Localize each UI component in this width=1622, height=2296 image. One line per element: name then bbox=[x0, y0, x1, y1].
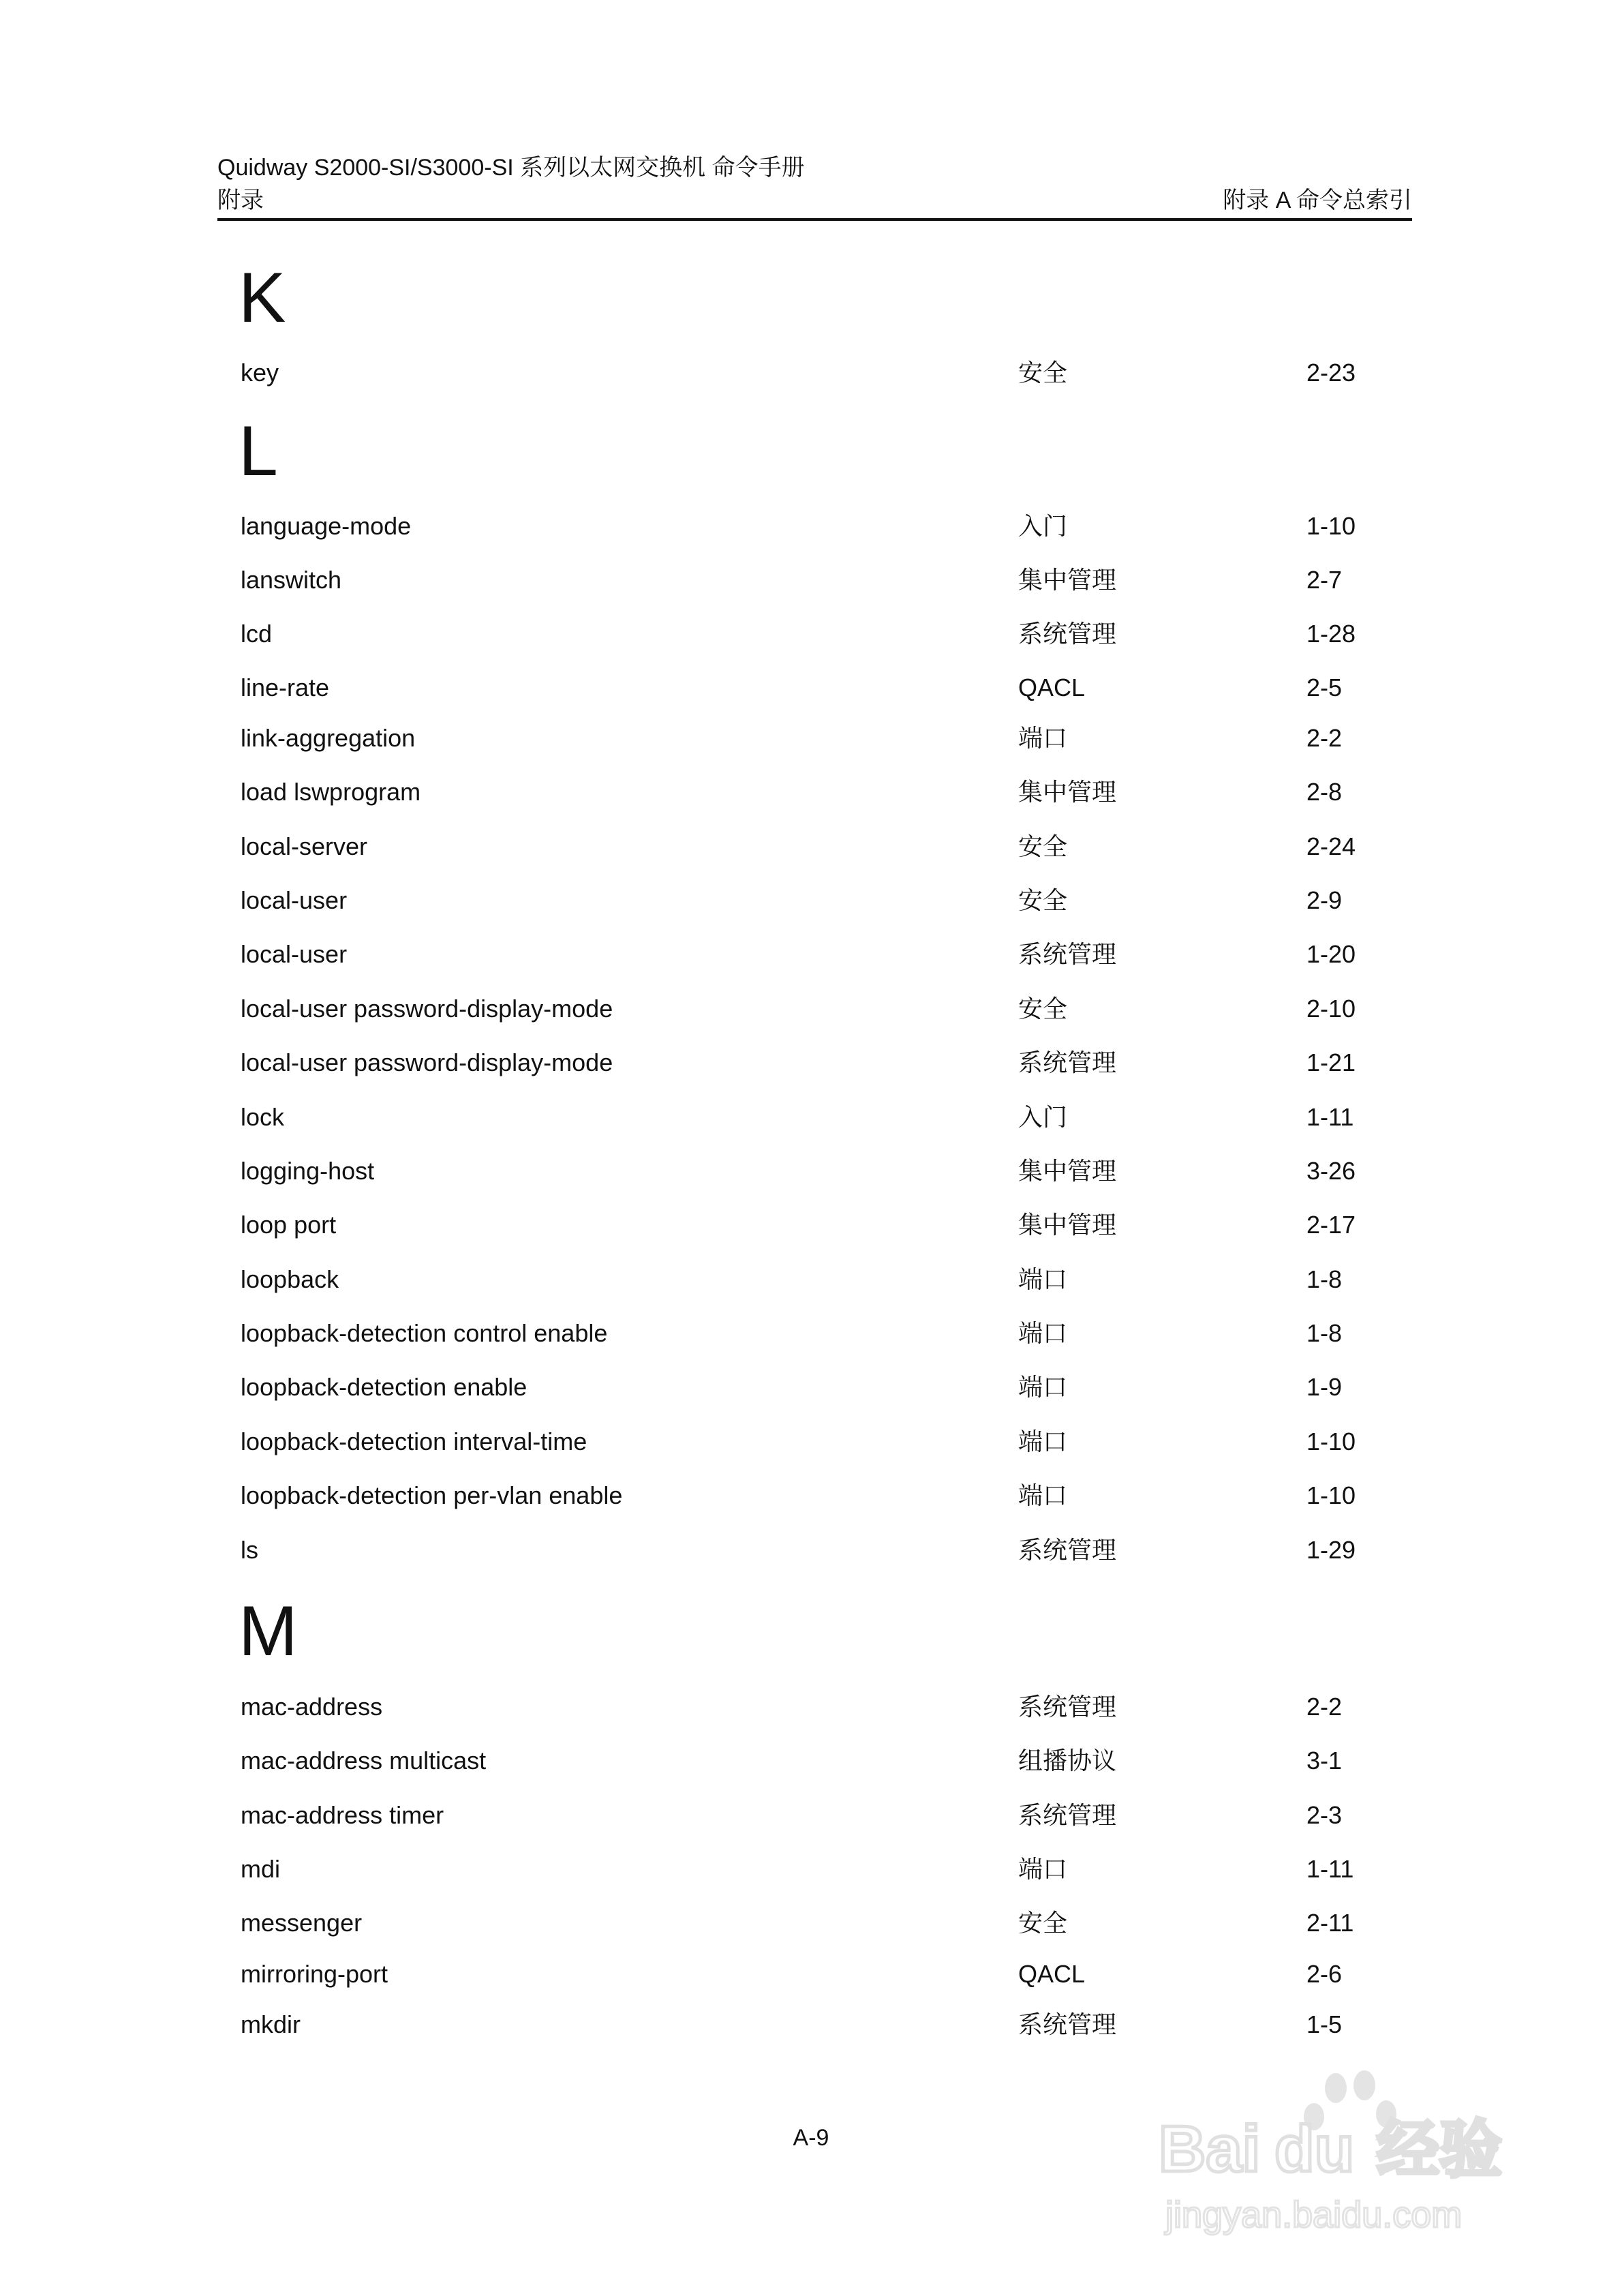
command-name: local-user password-display-mode bbox=[241, 1048, 613, 1076]
page-reference: 2-2 bbox=[1306, 724, 1343, 752]
index-entry bbox=[0, 1744, 1622, 1778]
command-category: 端口 bbox=[1018, 1481, 1068, 1509]
command-name: lock bbox=[241, 1103, 285, 1131]
index-entry bbox=[0, 1798, 1622, 1832]
command-category: 端口 bbox=[1018, 1373, 1068, 1401]
page-reference: 1-9 bbox=[1306, 1373, 1343, 1401]
index-entry bbox=[0, 830, 1622, 864]
command-name: mac-address bbox=[241, 1693, 383, 1721]
command-name: loopback-detection enable bbox=[241, 1373, 527, 1401]
page-reference: 2-24 bbox=[1306, 832, 1356, 860]
page-reference: 1-8 bbox=[1306, 1319, 1343, 1347]
index-entry bbox=[0, 563, 1622, 597]
index-entry bbox=[0, 1370, 1622, 1404]
page-reference: 1-5 bbox=[1306, 2010, 1343, 2038]
command-name: mac-address timer bbox=[241, 1801, 444, 1829]
command-name: lanswitch bbox=[241, 566, 342, 594]
index-entry bbox=[0, 509, 1622, 543]
command-name: loopback bbox=[241, 1265, 339, 1293]
index-entry bbox=[0, 1852, 1622, 1886]
command-category: 集中管理 bbox=[1018, 778, 1117, 806]
page-reference: 2-7 bbox=[1306, 566, 1343, 594]
command-name: language-mode bbox=[241, 512, 412, 540]
section-letter-m: M bbox=[239, 1592, 298, 1671]
page-reference: 2-8 bbox=[1306, 778, 1343, 806]
svg-text:Bai: Bai bbox=[1159, 2113, 1261, 2186]
page-reference: 2-23 bbox=[1306, 359, 1356, 387]
index-entry bbox=[0, 883, 1622, 918]
command-category: 系统管理 bbox=[1018, 2010, 1117, 2038]
index-entry bbox=[0, 1316, 1622, 1350]
command-name: local-user password-display-mode bbox=[241, 995, 613, 1023]
command-name: logging-host bbox=[241, 1157, 375, 1185]
page-reference: 1-10 bbox=[1306, 1428, 1356, 1455]
index-entry bbox=[0, 721, 1622, 755]
command-name: messenger bbox=[241, 1909, 363, 1937]
command-name: ls bbox=[241, 1536, 258, 1564]
command-category: 系统管理 bbox=[1018, 1801, 1117, 1829]
index-entry bbox=[0, 1906, 1622, 1940]
section-letter-k: K bbox=[239, 258, 286, 337]
page-reference: 2-5 bbox=[1306, 674, 1343, 701]
page-reference: 3-1 bbox=[1306, 1747, 1343, 1774]
command-category: QACL bbox=[1018, 1960, 1086, 1988]
command-category: 入门 bbox=[1018, 512, 1068, 540]
svg-text:jingyan.baidu.com: jingyan.baidu.com bbox=[1165, 2194, 1463, 2235]
header-divider bbox=[217, 218, 1412, 221]
page-reference: 2-3 bbox=[1306, 1801, 1343, 1829]
page-reference: 1-29 bbox=[1306, 1536, 1356, 1564]
index-entry bbox=[0, 937, 1622, 971]
command-category: 安全 bbox=[1018, 832, 1068, 860]
baidu-jingyan-watermark bbox=[1152, 2069, 1554, 2253]
index-entry bbox=[0, 1479, 1622, 1513]
index-entry bbox=[0, 1957, 1622, 1991]
index-entry bbox=[0, 671, 1622, 705]
command-category: 端口 bbox=[1018, 1265, 1068, 1293]
command-name: local-user bbox=[241, 886, 348, 914]
running-header-title: Quidway S2000-SI/S3000-SI 系列以太网交换机 命令手册 bbox=[217, 155, 805, 181]
index-entry bbox=[0, 1425, 1622, 1459]
command-category: 安全 bbox=[1018, 886, 1068, 914]
command-category: 集中管理 bbox=[1018, 1211, 1117, 1239]
page-reference: 1-10 bbox=[1306, 1481, 1356, 1509]
index-entry bbox=[0, 1263, 1622, 1297]
command-name: loop port bbox=[241, 1211, 337, 1239]
command-name: link-aggregation bbox=[241, 724, 416, 752]
page-reference: 2-11 bbox=[1306, 1909, 1354, 1937]
index-entry bbox=[0, 992, 1622, 1026]
command-name: loopback-detection per-vlan enable bbox=[241, 1481, 623, 1509]
command-name: mdi bbox=[241, 1855, 281, 1883]
command-name: mac-address multicast bbox=[241, 1747, 487, 1774]
index-entry bbox=[0, 1100, 1622, 1134]
index-entry bbox=[0, 1046, 1622, 1080]
page-number: A-9 bbox=[793, 2125, 829, 2151]
page-reference: 1-20 bbox=[1306, 940, 1356, 968]
index-entry bbox=[0, 1690, 1622, 1724]
command-name: line-rate bbox=[241, 674, 330, 701]
page-reference: 1-10 bbox=[1306, 512, 1356, 540]
command-category: 安全 bbox=[1018, 1909, 1068, 1937]
index-entry bbox=[0, 2008, 1622, 2042]
page-reference: 1-21 bbox=[1306, 1048, 1356, 1076]
page-reference: 2-10 bbox=[1306, 995, 1356, 1023]
page-reference: 1-11 bbox=[1306, 1103, 1354, 1131]
page-reference: 2-17 bbox=[1306, 1211, 1356, 1239]
command-name: loopback-detection control enable bbox=[241, 1319, 608, 1347]
command-name: load lswprogram bbox=[241, 778, 421, 806]
command-category: 端口 bbox=[1018, 1319, 1068, 1347]
index-entry bbox=[0, 1533, 1622, 1567]
page-reference: 3-26 bbox=[1306, 1157, 1356, 1185]
command-category: 集中管理 bbox=[1018, 1157, 1117, 1185]
command-category: 系统管理 bbox=[1018, 1693, 1117, 1721]
index-entry bbox=[0, 356, 1622, 390]
command-category: 端口 bbox=[1018, 1855, 1068, 1883]
command-name: mirroring-port bbox=[241, 1960, 388, 1988]
command-category: 安全 bbox=[1018, 995, 1068, 1023]
command-name: local-server bbox=[241, 832, 368, 860]
command-category: 安全 bbox=[1018, 359, 1068, 387]
page-reference: 2-6 bbox=[1306, 1960, 1343, 1988]
command-name: mkdir bbox=[241, 2010, 301, 2038]
svg-text:经验: 经验 bbox=[1377, 2113, 1503, 2186]
index-entry bbox=[0, 617, 1622, 651]
section-letter-l: L bbox=[239, 412, 278, 491]
page-reference: 1-11 bbox=[1306, 1855, 1354, 1883]
command-category: 端口 bbox=[1018, 1428, 1068, 1455]
command-name: key bbox=[241, 359, 279, 387]
index-entry bbox=[0, 1208, 1622, 1242]
page-reference: 2-9 bbox=[1306, 886, 1343, 914]
index-entry bbox=[0, 1154, 1622, 1188]
page-reference: 2-2 bbox=[1306, 1693, 1343, 1721]
page-reference: 1-28 bbox=[1306, 620, 1356, 648]
command-category: 系统管理 bbox=[1018, 940, 1117, 968]
command-category: 端口 bbox=[1018, 724, 1068, 752]
command-name: local-user bbox=[241, 940, 348, 968]
running-header-appendix: 附录 bbox=[217, 187, 264, 213]
svg-text:du: du bbox=[1274, 2113, 1355, 2186]
index-entry bbox=[0, 775, 1622, 809]
command-name: lcd bbox=[241, 620, 273, 648]
command-category: 系统管理 bbox=[1018, 620, 1117, 648]
command-category: 集中管理 bbox=[1018, 566, 1117, 594]
page-reference: 1-8 bbox=[1306, 1265, 1343, 1293]
command-category: 组播协议 bbox=[1018, 1747, 1117, 1774]
command-category: 系统管理 bbox=[1018, 1048, 1117, 1076]
command-category: 入门 bbox=[1018, 1103, 1068, 1131]
command-category: 系统管理 bbox=[1018, 1536, 1117, 1564]
command-name: loopback-detection interval-time bbox=[241, 1428, 587, 1455]
command-category: QACL bbox=[1018, 674, 1086, 701]
running-header-section: 附录 A 命令总索引 bbox=[1223, 187, 1412, 213]
